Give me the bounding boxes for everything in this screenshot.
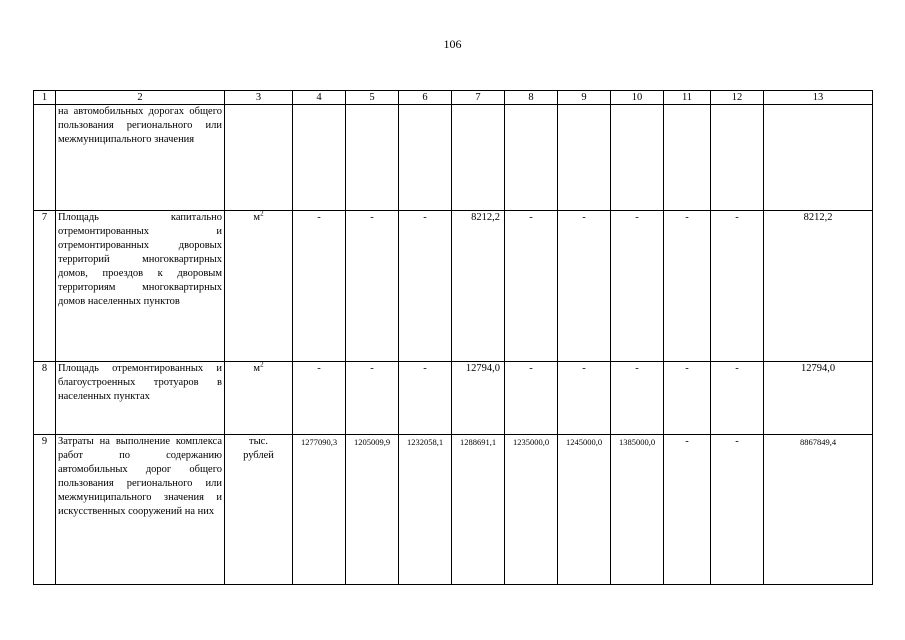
- table-header-row: [34, 91, 873, 105]
- value-cell: -: [611, 211, 664, 362]
- value-cell: 1385000,0: [611, 435, 664, 585]
- column-header: 4: [293, 91, 346, 105]
- value-cell: -: [558, 362, 611, 435]
- total-cell: 8867849,4: [764, 435, 873, 585]
- value-cell: 12794,0: [452, 362, 505, 435]
- total-cell: 8212,2: [764, 211, 873, 362]
- value-cell: 1277090,3: [293, 435, 346, 585]
- unit-superscript: 2: [260, 209, 264, 218]
- row-number: 9: [34, 435, 56, 585]
- value-cell: 1232058,1: [399, 435, 452, 585]
- column-header: 8: [505, 91, 558, 105]
- value-cell: [293, 105, 346, 211]
- value-cell: -: [711, 211, 764, 362]
- value-cell: 1288691,1: [452, 435, 505, 585]
- unit-cell: [225, 211, 293, 362]
- indicator-name: Площадь капитально отремонтированных и отремонтированных дворовых территорий многоквартирных домов, проездов к дворовым территориям многоквартирных домов населенных пунктов: [56, 211, 225, 362]
- value-cell: -: [711, 362, 764, 435]
- column-header: 7: [452, 91, 505, 105]
- unit-cell: [225, 362, 293, 435]
- unit-cell: тыс. рублей: [225, 435, 293, 585]
- value-cell: -: [664, 362, 711, 435]
- value-cell: [452, 105, 505, 211]
- value-cell: [505, 105, 558, 211]
- unit-cell: [225, 105, 293, 211]
- value-cell: [711, 105, 764, 211]
- table-row: [34, 211, 873, 362]
- column-header: 5: [346, 91, 399, 105]
- table-row: [34, 435, 873, 585]
- value-cell: -: [293, 211, 346, 362]
- value-cell: -: [399, 211, 452, 362]
- indicator-name: Затраты на выполнение комплекса работ по содержанию автомобильных дорог общего пользования регионального или межмуниципального значения и искусственных сооружений на них: [56, 435, 225, 585]
- value-cell: 8212,2: [452, 211, 505, 362]
- value-cell: [558, 105, 611, 211]
- column-header: 6: [399, 91, 452, 105]
- column-header: 11: [664, 91, 711, 105]
- column-header: 3: [225, 91, 293, 105]
- column-header: 1: [34, 91, 56, 105]
- value-cell: -: [505, 211, 558, 362]
- value-cell: [611, 105, 664, 211]
- value-cell: [346, 105, 399, 211]
- table-row: [34, 362, 873, 435]
- row-number: [34, 105, 56, 211]
- unit-superscript: 2: [260, 360, 264, 369]
- value-cell: 1205009,9: [346, 435, 399, 585]
- table-row: [34, 105, 873, 211]
- value-cell: -: [664, 435, 711, 585]
- value-cell: -: [346, 211, 399, 362]
- value-cell: [399, 105, 452, 211]
- column-header: 13: [764, 91, 873, 105]
- value-cell: -: [664, 211, 711, 362]
- row-number: 8: [34, 362, 56, 435]
- column-header: 2: [56, 91, 225, 105]
- value-cell: -: [293, 362, 346, 435]
- indicator-name: Площадь отремонтированных и благоустроенных тротуаров в населенных пунктах: [56, 362, 225, 435]
- value-cell: 1245000,0: [558, 435, 611, 585]
- value-cell: -: [399, 362, 452, 435]
- value-cell: 1235000,0: [505, 435, 558, 585]
- column-header: 12: [711, 91, 764, 105]
- value-cell: -: [611, 362, 664, 435]
- column-header: 10: [611, 91, 664, 105]
- indicators-table: [33, 90, 873, 585]
- row-number: 7: [34, 211, 56, 362]
- value-cell: -: [346, 362, 399, 435]
- total-cell: [764, 105, 873, 211]
- page-number: 106: [443, 37, 462, 51]
- unit-text: м: [253, 363, 261, 374]
- value-cell: -: [558, 211, 611, 362]
- value-cell: -: [711, 435, 764, 585]
- indicator-name: на автомобильных дорогах общего пользования регионального или межмуниципального значения: [56, 105, 225, 211]
- value-cell: -: [505, 362, 558, 435]
- unit-text: м: [253, 212, 261, 223]
- value-cell: [664, 105, 711, 211]
- total-cell: 12794,0: [764, 362, 873, 435]
- column-header: 9: [558, 91, 611, 105]
